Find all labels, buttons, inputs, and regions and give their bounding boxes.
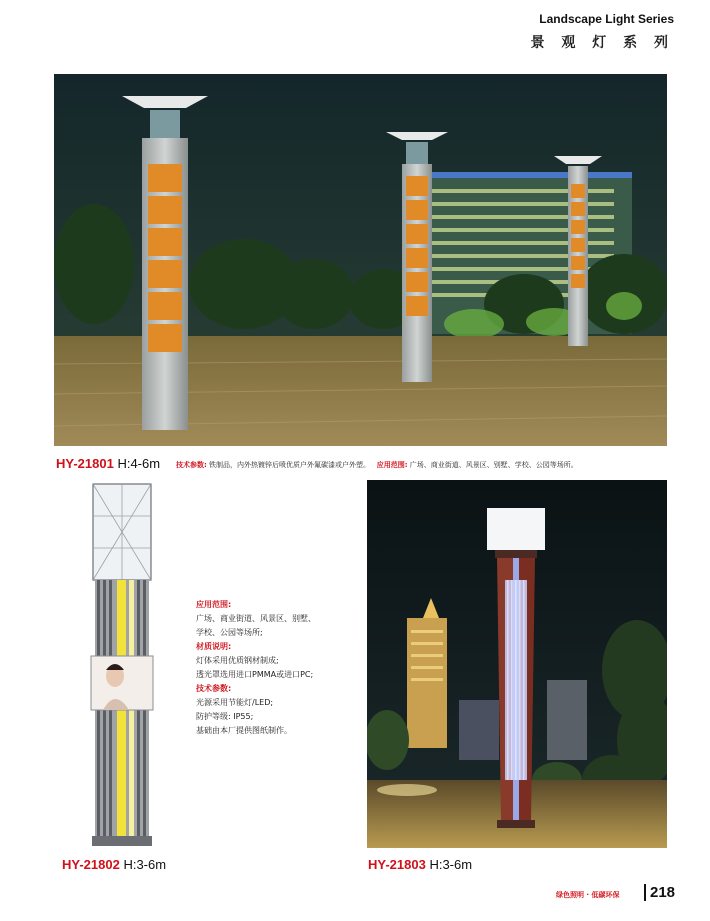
product-photo-hy21801 [54, 74, 667, 446]
series-title-en: Landscape Light Series [539, 12, 674, 26]
page-number: 218 [644, 884, 675, 901]
application-label: 应用范围: [196, 600, 232, 609]
product-code: HY-21802 [62, 857, 120, 872]
application-line: 学校、公园等场所; [196, 628, 263, 637]
caption-hy21801 [56, 456, 160, 471]
tech-line: 防护等级: IP55; [196, 712, 254, 721]
tech-line: 光源采用节能灯/LED; [196, 698, 274, 707]
product-height: H:3-6m [123, 857, 167, 872]
caption-hy21803 [368, 857, 472, 872]
tech-label: 技术参数: [176, 461, 207, 469]
city-night-scene [367, 480, 667, 848]
product-code: HY-21801 [56, 456, 114, 471]
tech-label: 技术参数: [196, 684, 232, 693]
material-label: 材质说明: [196, 642, 232, 651]
material-line: 透光罩选用进口PMMA或进口PC; [196, 670, 314, 679]
product-drawing-hy21802 [75, 480, 175, 850]
series-title-cn: 景 观 灯 系 列 [530, 35, 674, 51]
application-text: 广场、商业街道、风景区、别墅、学校、公园等场所。 [409, 461, 578, 469]
striped-lamp-column [75, 480, 175, 850]
application-label: 应用范围: [376, 461, 408, 469]
footer-tagline: 绿色照明 · 低碳环保 [556, 891, 620, 899]
material-line: 灯体采用优质钢材制成; [196, 656, 279, 665]
spec-hy21801 [176, 460, 578, 470]
application-line: 广场、商业街道、风景区、别墅、 [196, 614, 316, 623]
product-height: H:4-6m [117, 456, 161, 471]
plaza-night-scene [54, 74, 667, 446]
tech-text: 铁制品，内外热镀锌后喷优质户外氟碳漆或户外塑。 [209, 461, 371, 469]
product-code: HY-21803 [368, 857, 426, 872]
product-photo-hy21803 [367, 480, 667, 848]
product-height: H:3-6m [429, 857, 473, 872]
spec-hy21802 [196, 598, 316, 738]
caption-hy21802 [62, 857, 166, 872]
tech-line: 基础由本厂提供图纸制作。 [196, 726, 292, 735]
